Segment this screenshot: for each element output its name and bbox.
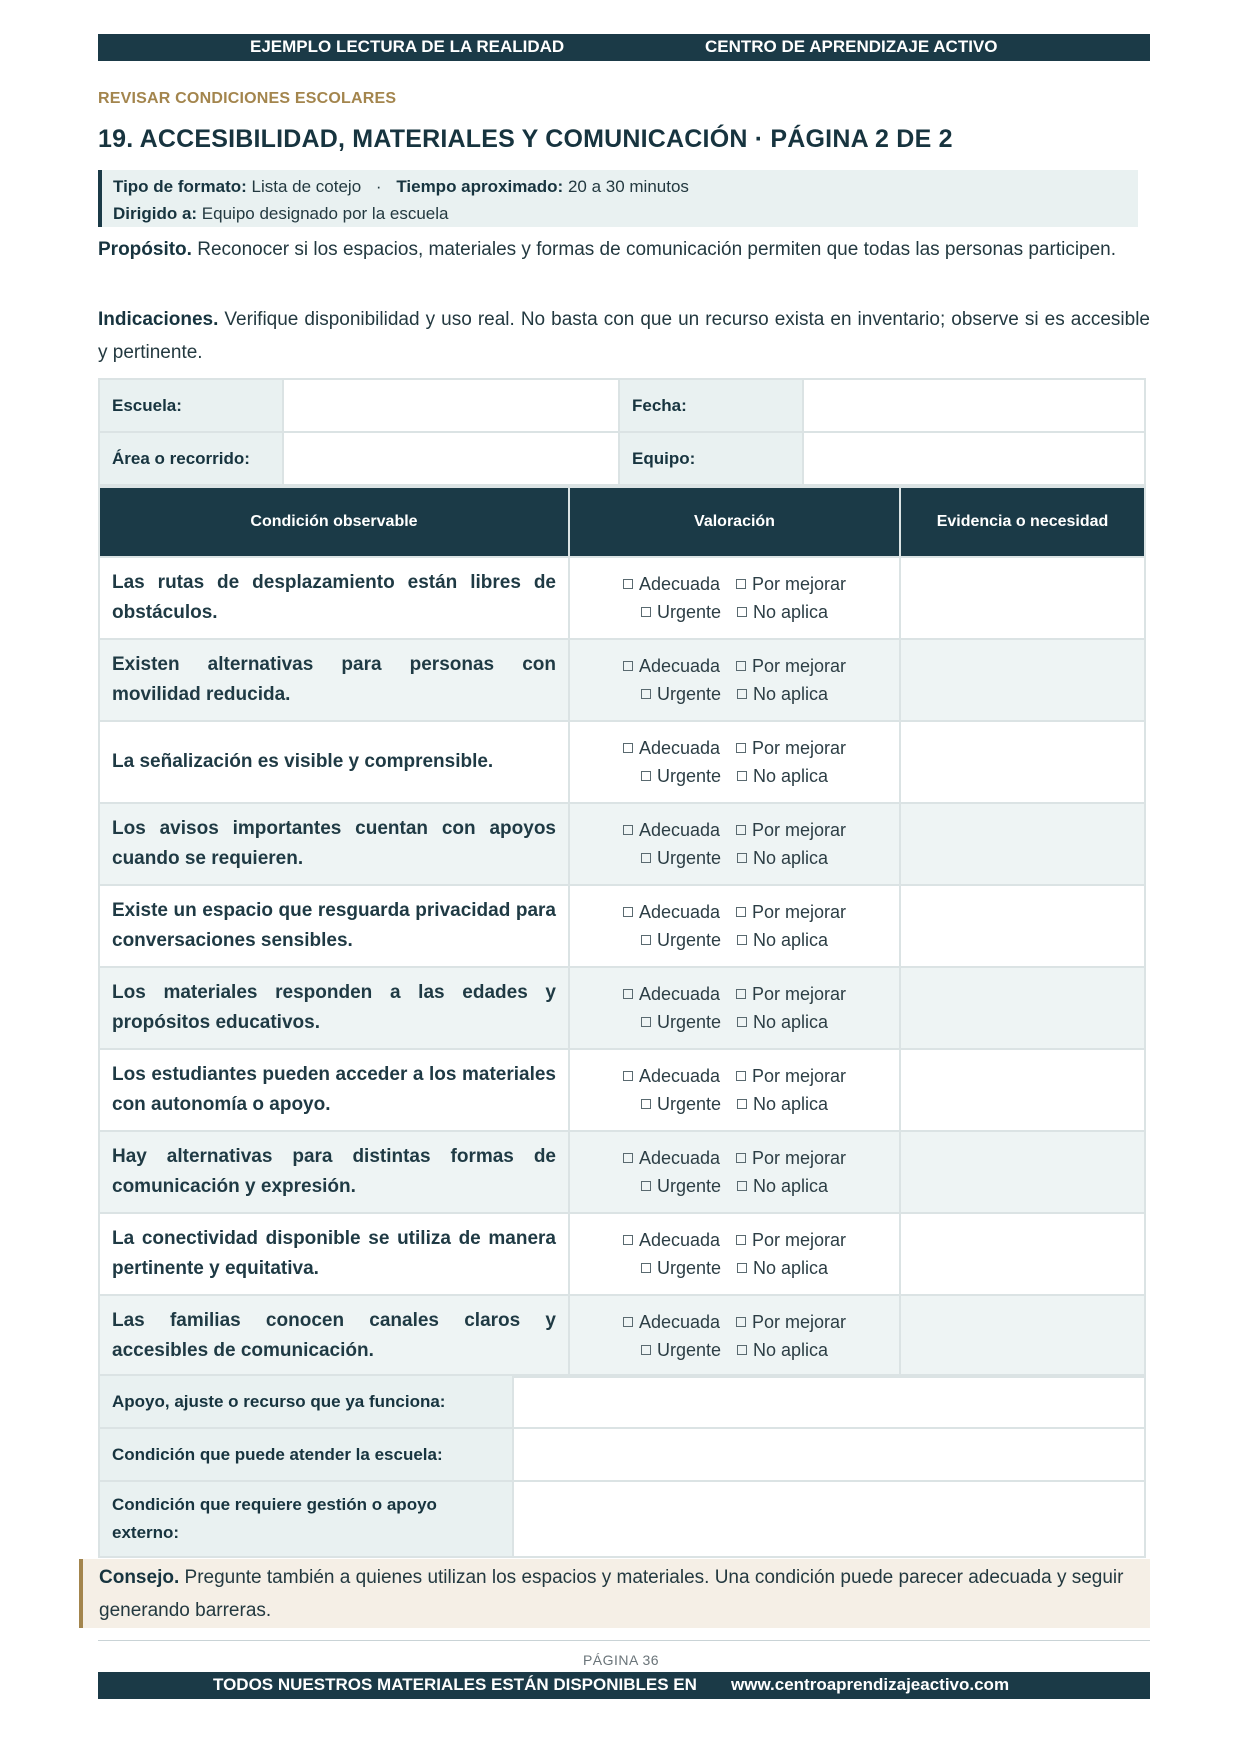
info-separator: · [375, 177, 382, 196]
purpose-text: Reconocer si los espacios, materiales y formas de comunicación permiten que todas las personas participen. [197, 239, 1117, 260]
rating-option[interactable] [736, 1308, 846, 1336]
evidence-field[interactable] [900, 1131, 1145, 1213]
rating-line [570, 570, 899, 598]
checkbox-icon[interactable] [641, 1181, 651, 1191]
rating-option[interactable] [641, 1254, 721, 1282]
rating-line [570, 1308, 899, 1336]
rating-option-label: No aplica [753, 684, 829, 704]
rating-option-label: No aplica [753, 1176, 829, 1196]
table-row [99, 721, 1145, 803]
rating-option[interactable] [623, 1144, 720, 1172]
tip-text: Pregunte también a quienes utilizan los espacios y materiales. Una condición puede parecer adecuada y seguir generando barreras. [99, 1567, 1124, 1621]
rating-option-label: Adecuada [638, 738, 721, 758]
rating-option[interactable] [641, 680, 721, 708]
rating-option-label: Adecuada [638, 1312, 721, 1332]
rating-option[interactable] [736, 898, 846, 926]
rating-option[interactable] [736, 980, 846, 1008]
rating-option-label: No aplica [753, 930, 829, 950]
table-row [99, 1131, 1145, 1213]
tip-box [79, 1559, 1150, 1628]
checkbox-icon[interactable] [736, 1317, 746, 1327]
checkbox-icon[interactable] [623, 1071, 633, 1081]
condition-text: La señalización es visible y comprensible. [99, 721, 569, 803]
rating-line [570, 844, 899, 872]
checkbox-icon[interactable] [623, 825, 633, 835]
instructions-label: Indicaciones. [98, 309, 219, 330]
rating-line [570, 734, 899, 762]
rating-option[interactable] [737, 844, 828, 872]
checkbox-icon[interactable] [641, 935, 651, 945]
checkbox-icon[interactable] [736, 907, 746, 917]
rating-options [569, 1049, 900, 1131]
rating-line [570, 1144, 899, 1172]
rating-option[interactable] [736, 1226, 846, 1254]
footer-left-text: TODOS NUESTROS MATERIALES ESTÁN DISPONIBLES EN [213, 1675, 697, 1694]
checkbox-icon[interactable] [736, 1071, 746, 1081]
rating-option-label: Adecuada [638, 820, 721, 840]
area-field[interactable] [283, 432, 619, 485]
footer-divider [98, 1640, 1150, 1641]
rating-option-label: Urgente [656, 766, 721, 786]
checkbox-icon[interactable] [641, 1017, 651, 1027]
rating-line [570, 1226, 899, 1254]
checkbox-icon[interactable] [736, 825, 746, 835]
rating-option[interactable] [737, 680, 828, 708]
rating-line [570, 1172, 899, 1200]
checkbox-icon[interactable] [623, 1317, 633, 1327]
table-row [99, 639, 1145, 721]
instructions-text: Verifique disponibilidad y uso real. No basta con que un recurso exista en inventario; observe si es accesible y pertinente. [98, 309, 1150, 363]
rating-option[interactable] [736, 816, 846, 844]
instructions-paragraph [98, 303, 1150, 369]
footer-url[interactable]: www.centroaprendizajeactivo.com [731, 1675, 1010, 1694]
school-condition-label: Condición que puede atender la escuela: [99, 1428, 513, 1481]
rating-option-label: Por mejorar [752, 1312, 847, 1332]
rating-option[interactable] [737, 1090, 828, 1118]
format-value: Lista de cotejo [251, 177, 362, 196]
time-value: 20 a 30 minutos [567, 177, 689, 196]
rating-option-label: Por mejorar [752, 902, 847, 922]
page-number: PÁGINA 36 [582, 1652, 660, 1668]
rating-line [570, 898, 899, 926]
rating-options [569, 721, 900, 803]
rating-option-label: Por mejorar [752, 984, 847, 1004]
checkbox-icon[interactable] [623, 989, 633, 999]
checkbox-icon[interactable] [737, 1263, 747, 1273]
header-rating: Valoración [569, 487, 900, 557]
rating-option[interactable] [641, 926, 721, 954]
footer-bar [98, 1672, 1150, 1699]
rating-option-label: No aplica [753, 766, 829, 786]
evidence-field[interactable] [900, 557, 1145, 639]
rating-option-label: No aplica [753, 1012, 829, 1032]
rating-line [570, 598, 899, 626]
checkbox-icon[interactable] [736, 989, 746, 999]
rating-options [569, 803, 900, 885]
condition-text: Existe un espacio que resguarda privacidad para conversaciones sensibles. [99, 885, 569, 967]
identification-table [98, 378, 1146, 486]
checkbox-icon[interactable] [641, 689, 651, 699]
rating-option[interactable] [623, 1062, 720, 1090]
rating-option[interactable] [736, 570, 846, 598]
checkbox-icon[interactable] [641, 1099, 651, 1109]
checkbox-icon[interactable] [641, 1345, 651, 1355]
table-row [99, 803, 1145, 885]
rating-options [569, 1295, 900, 1377]
rating-option-label: Urgente [656, 684, 721, 704]
summary-table [98, 1374, 1146, 1558]
audience-label: Dirigido a: [113, 204, 198, 223]
evidence-field[interactable] [900, 885, 1145, 967]
rating-option[interactable] [623, 980, 720, 1008]
checkbox-icon[interactable] [641, 607, 651, 617]
rating-option-label: Por mejorar [752, 1148, 847, 1168]
checkbox-icon[interactable] [737, 1017, 747, 1027]
table-row [99, 1295, 1145, 1377]
condition-text: Existen alternativas para personas con movilidad reducida. [99, 639, 569, 721]
rating-line [570, 680, 899, 708]
rating-option[interactable] [736, 1062, 846, 1090]
rating-options [569, 639, 900, 721]
rating-options [569, 1131, 900, 1213]
rating-option[interactable] [641, 1172, 721, 1200]
header-left-text: EJEMPLO LECTURA DE LA REALIDAD [250, 37, 565, 56]
rating-option[interactable] [736, 652, 846, 680]
rating-option-label: Adecuada [638, 574, 721, 594]
checkbox-icon[interactable] [737, 935, 747, 945]
rating-option-label: Por mejorar [752, 820, 847, 840]
checkbox-icon[interactable] [737, 1099, 747, 1109]
evidence-field[interactable] [900, 1049, 1145, 1131]
table-row [99, 1049, 1145, 1131]
rating-line [570, 980, 899, 1008]
rating-line [570, 1336, 899, 1364]
school-label: Escuela: [99, 379, 283, 432]
header-condition: Condición observable [99, 487, 569, 557]
rating-option[interactable] [641, 762, 721, 790]
rating-option[interactable] [623, 1226, 720, 1254]
evidence-field[interactable] [900, 1213, 1145, 1295]
rating-option-label: Por mejorar [752, 738, 847, 758]
rating-option-label: Urgente [656, 602, 721, 622]
rating-option-label: No aplica [753, 1258, 829, 1278]
rating-options [569, 557, 900, 639]
evidence-field[interactable] [900, 967, 1145, 1049]
purpose-label: Propósito. [98, 239, 192, 260]
external-condition-field[interactable] [513, 1481, 1145, 1557]
rating-option[interactable] [737, 1254, 828, 1282]
rating-options [569, 1213, 900, 1295]
rating-option-label: Urgente [656, 930, 721, 950]
rating-option-label: Urgente [656, 1094, 721, 1114]
rating-option-label: Por mejorar [752, 574, 847, 594]
rating-option-label: No aplica [753, 1094, 829, 1114]
format-info-box [98, 170, 1138, 227]
checklist-table [98, 486, 1146, 1378]
evidence-field[interactable] [900, 803, 1145, 885]
checkbox-icon[interactable] [737, 607, 747, 617]
format-line [113, 173, 1138, 200]
rating-line [570, 1254, 899, 1282]
checkbox-icon[interactable] [623, 579, 633, 589]
support-field[interactable] [513, 1375, 1145, 1428]
checkbox-icon[interactable] [623, 1153, 633, 1163]
rating-option[interactable] [641, 1336, 721, 1364]
condition-text: Los avisos importantes cuentan con apoyos cuando se requieren. [99, 803, 569, 885]
rating-option[interactable] [737, 1172, 828, 1200]
rating-option-label: Adecuada [638, 902, 721, 922]
team-label: Equipo: [619, 432, 803, 485]
checkbox-icon[interactable] [736, 1235, 746, 1245]
checkbox-icon[interactable] [641, 853, 651, 863]
checkbox-icon[interactable] [623, 907, 633, 917]
page-title: 19. ACCESIBILIDAD, MATERIALES Y COMUNICACIÓN · PÁGINA 2 DE 2 [98, 125, 953, 153]
rating-option-label: Adecuada [638, 1066, 721, 1086]
rating-line [570, 1090, 899, 1118]
checkbox-icon[interactable] [737, 1345, 747, 1355]
evidence-field[interactable] [900, 639, 1145, 721]
rating-option[interactable] [623, 652, 720, 680]
tip-label: Consejo. [99, 1567, 180, 1588]
checkbox-icon[interactable] [736, 743, 746, 753]
rating-option-label: Adecuada [638, 984, 721, 1004]
checkbox-icon[interactable] [736, 661, 746, 671]
section-kicker: REVISAR CONDICIONES ESCOLARES [98, 90, 397, 107]
condition-text: Hay alternativas para distintas formas de comunicación y expresión. [99, 1131, 569, 1213]
rating-option[interactable] [641, 1090, 721, 1118]
team-field[interactable] [803, 432, 1145, 485]
table-row [99, 1213, 1145, 1295]
table-row [99, 557, 1145, 639]
audience-line [113, 200, 1138, 227]
rating-option-label: Adecuada [638, 1230, 721, 1250]
rating-option-label: Urgente [656, 1176, 721, 1196]
table-row [99, 885, 1145, 967]
evidence-field[interactable] [900, 1295, 1145, 1377]
checkbox-icon[interactable] [623, 743, 633, 753]
checkbox-icon[interactable] [736, 1153, 746, 1163]
date-label: Fecha: [619, 379, 803, 432]
rating-line [570, 652, 899, 680]
rating-option[interactable] [623, 734, 720, 762]
condition-text: Los materiales responden a las edades y propósitos educativos. [99, 967, 569, 1049]
condition-text: Las familias conocen canales claros y accesibles de comunicación. [99, 1295, 569, 1377]
rating-option-label: Urgente [656, 1340, 721, 1360]
checkbox-icon[interactable] [641, 771, 651, 781]
rating-option-label: Urgente [656, 1012, 721, 1032]
external-condition-label: Condición que requiere gestión o apoyo externo: [99, 1481, 513, 1557]
condition-text: Los estudiantes pueden acceder a los materiales con autonomía o apoyo. [99, 1049, 569, 1131]
rating-option[interactable] [623, 898, 720, 926]
rating-option-label: Adecuada [638, 1148, 721, 1168]
rating-option[interactable] [737, 1008, 828, 1036]
rating-option[interactable] [737, 762, 828, 790]
date-field[interactable] [803, 379, 1145, 432]
header-evidence: Evidencia o necesidad [900, 487, 1145, 557]
rating-line [570, 926, 899, 954]
header-bar [98, 34, 1150, 61]
rating-line [570, 762, 899, 790]
rating-option-label: Por mejorar [752, 1066, 847, 1086]
rating-option[interactable] [641, 598, 721, 626]
rating-option[interactable] [623, 1308, 720, 1336]
audience-value: Equipo designado por la escuela [201, 204, 449, 223]
checkbox-icon[interactable] [641, 1263, 651, 1273]
rating-option[interactable] [623, 816, 720, 844]
rating-option-label: Urgente [656, 848, 721, 868]
rating-option-label: No aplica [753, 1340, 829, 1360]
checkbox-icon[interactable] [623, 661, 633, 671]
rating-option-label: Por mejorar [752, 656, 847, 676]
rating-line [570, 1062, 899, 1090]
purpose-paragraph [98, 233, 1150, 266]
rating-option-label: Adecuada [638, 656, 721, 676]
rating-option-label: No aplica [753, 602, 829, 622]
rating-line [570, 1008, 899, 1036]
checkbox-icon[interactable] [736, 579, 746, 589]
school-condition-field[interactable] [513, 1428, 1145, 1481]
table-row [99, 967, 1145, 1049]
rating-option[interactable] [737, 598, 828, 626]
condition-text: La conectividad disponible se utiliza de manera pertinente y equitativa. [99, 1213, 569, 1295]
rating-option[interactable] [736, 1144, 846, 1172]
rating-option[interactable] [623, 570, 720, 598]
rating-option-label: Urgente [656, 1258, 721, 1278]
header-right-text: CENTRO DE APRENDIZAJE ACTIVO [705, 37, 998, 56]
checkbox-icon[interactable] [737, 771, 747, 781]
time-label: Tiempo aproximado: [396, 177, 564, 196]
rating-options [569, 967, 900, 1049]
evidence-field[interactable] [900, 721, 1145, 803]
rating-line [570, 816, 899, 844]
support-label: Apoyo, ajuste o recurso que ya funciona: [99, 1375, 513, 1428]
rating-option[interactable] [737, 926, 828, 954]
school-field[interactable] [283, 379, 619, 432]
checkbox-icon[interactable] [737, 853, 747, 863]
checkbox-icon[interactable] [737, 1181, 747, 1191]
rating-option[interactable] [641, 1008, 721, 1036]
rating-option[interactable] [641, 844, 721, 872]
checkbox-icon[interactable] [737, 689, 747, 699]
area-label: Área o recorrido: [99, 432, 283, 485]
rating-option-label: Por mejorar [752, 1230, 847, 1250]
rating-option[interactable] [737, 1336, 828, 1364]
format-label: Tipo de formato: [113, 177, 247, 196]
rating-option[interactable] [736, 734, 846, 762]
rating-option-label: No aplica [753, 848, 829, 868]
checkbox-icon[interactable] [623, 1235, 633, 1245]
condition-text: Las rutas de desplazamiento están libres de obstáculos. [99, 557, 569, 639]
rating-options [569, 885, 900, 967]
